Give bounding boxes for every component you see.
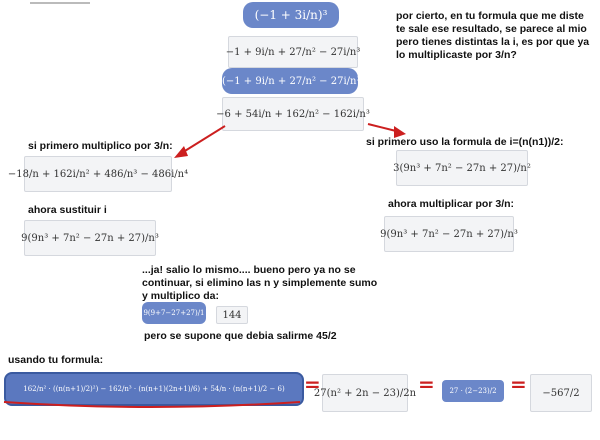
expr-mid-pill: 9(9+7−27+27)/1 [142,302,206,324]
note-right-1: si primero uso la formula de i=(n(n1))/2: [366,136,564,148]
note-left-2: ahora sustituir i [28,204,107,216]
note-middle: ...ja! salio lo mismo.... bueno pero ya no se continuar, si elimino las n y simplemente sumo y multiplico da: [142,264,378,302]
note-left-1: si primero multiplico por 3/n: [28,140,173,152]
equals-sign-3: = [510,372,527,396]
equals-sign-1: = [304,372,321,396]
note-expected: pero se supone que debia salirme 45/2 [144,330,337,342]
expr-left-1: −18/n + 162i/n² + 486/n³ − 486i/n⁴ [24,156,172,192]
note-bottom: usando tu formula: [8,354,104,366]
expr-right-1: 3(9n³ + 7n² − 27n + 27)/n² [396,150,528,186]
underline-icon [0,398,320,412]
expr-expanded-1: −1 + 9i/n + 27/n² − 27i/n³ [228,36,358,68]
expr-right-2: 9(9n³ + 7n² − 27n + 27)/n³ [384,216,514,252]
expr-pill-mult: 6(−1 + 9i/n + 27/n² − 27i/n³) [222,68,358,94]
equals-sign-2: = [418,372,435,396]
arrow-left-icon [170,122,230,162]
expr-top-pill: (−1 + 3i/n)³ [243,2,339,28]
bottom-long-pill: 162/n² · ((n(n+1)/2)²) − 162/n³ · (n(n+1)(2n+1)/6) + 54/n · (n(n+1)/2 − 6) [4,372,304,406]
expr-left-2: 9(9n³ + 7n² − 27n + 27)/n³ [24,220,156,256]
expr-expanded-2: −6 + 54i/n + 162/n² − 162i/n³ [222,97,364,131]
note-right-2: ahora multiplicar por 3/n: [388,198,515,210]
bottom-result-1: 27(n² + 2n − 23)/2n [322,374,408,412]
header-rule [30,2,90,4]
note-top-right: por cierto, en tu formula que me diste te sale ese resultado, se parece al mio pero tienes distintas la i, es por que ya lo multiplicaste por 3/n? [396,10,590,61]
expr-mid-box: 144 [216,306,248,324]
bottom-result-2: 27 · (2−23)/2 [442,380,504,402]
bottom-result-3: −567/2 [530,374,592,412]
